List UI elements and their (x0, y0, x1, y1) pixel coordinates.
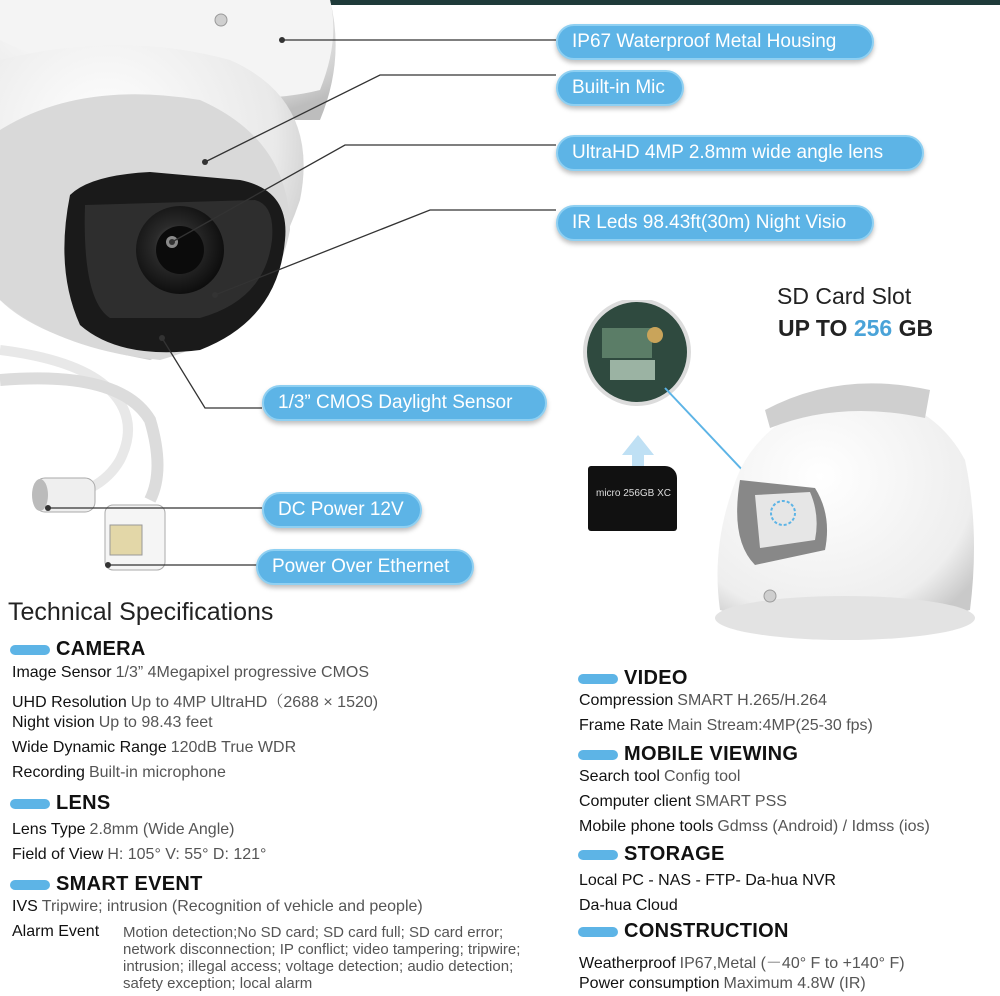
section-construction-heading: CONSTRUCTION (624, 920, 789, 942)
spec-row: Frame Rate Main Stream:4MP(25-30 fps) (579, 717, 873, 734)
callout-ir: IR Leds 98.43ft(30m) Night Visio (556, 205, 874, 241)
section-mobile-viewing (578, 743, 798, 766)
spec-row: IVS Tripwire; intrusion (Recognition of vehicle and people) (12, 898, 423, 915)
spec-row: Image Sensor 1/3” 4Megapixel progressive CMOS (12, 664, 370, 681)
callout-sensor: 1/3” CMOS Daylight Sensor (262, 385, 547, 421)
spec-row: Mobile phone tools Gdmss (Android) / Idmss (ios) (579, 818, 930, 835)
capacity-value: 256 (853, 315, 893, 341)
callout-lens: UltraHD 4MP 2.8mm wide angle lens (556, 135, 924, 171)
spec-row: Lens Type 2.8mm (Wide Angle) (12, 821, 235, 838)
section-marker (10, 645, 50, 655)
section-lens-heading: LENS (56, 792, 111, 814)
section-video-heading: VIDEO (624, 667, 688, 689)
spec-row: Recording Built-in microphone (12, 764, 226, 781)
section-lens (10, 792, 111, 815)
spec-row: UHD Resolution Up to 4MP UltraHD（2688 × 1520) (12, 694, 379, 711)
section-marker (578, 850, 618, 860)
spec-row: Compression SMART H.265/H.264 (579, 692, 827, 709)
storage-line: Local PC - NAS - FTP- Da-hua NVR (579, 872, 836, 889)
section-camera-heading: CAMERA (56, 638, 146, 660)
spec-row: Field of View H: 105° V: 55° D: 121° (12, 846, 267, 863)
capacity-prefix: UP TO (778, 315, 848, 341)
spec-row: Power consumption Maximum 4.8W (IR) (579, 975, 866, 992)
section-smart-event (10, 873, 203, 896)
callout-dc-power: DC Power 12V (262, 492, 422, 528)
spec-row: Weatherproof IP67,Metal (－40° F to +140° F) (579, 955, 905, 972)
capacity-unit: GB (898, 315, 934, 341)
micro-sd-label: micro 256GB XC (596, 488, 672, 499)
spec-row: Night vision Up to 98.43 feet (12, 714, 213, 731)
spec-row: Search tool Config tool (579, 768, 741, 785)
alarm-event-key: Alarm Event (12, 923, 100, 940)
callout-housing: IP67 Waterproof Metal Housing (556, 24, 874, 60)
sd-slot-title: SD Card Slot (777, 283, 912, 309)
micro-sd-card (588, 466, 677, 531)
tech-specs-title: Technical Specifications (8, 598, 274, 626)
section-storage (578, 843, 725, 866)
section-marker (578, 674, 618, 684)
callout-mic: Built-in Mic (556, 70, 684, 106)
storage-line: Da-hua Cloud (579, 897, 678, 914)
section-marker (10, 880, 50, 890)
section-video (578, 667, 688, 690)
spec-row: Computer client SMART PSS (579, 793, 787, 810)
callout-poe: Power Over Ethernet (256, 549, 474, 585)
section-smart-event-heading: SMART EVENT (56, 873, 203, 895)
section-storage-heading: STORAGE (624, 843, 725, 865)
section-marker (578, 927, 618, 937)
section-mobile-heading: MOBILE VIEWING (624, 743, 799, 765)
spec-row: Wide Dynamic Range 120dB True WDR (12, 739, 297, 756)
section-camera (10, 638, 146, 661)
section-marker (10, 799, 50, 809)
section-marker (578, 750, 618, 760)
alarm-event-value: Motion detection;No SD card; SD card full; SD card error; network disconnection; IP conflict; video tampering; tripwire; intrusion; illegal access; voltage detection; audio detection; safety exception; local alarm (123, 924, 521, 992)
section-construction (578, 920, 789, 943)
